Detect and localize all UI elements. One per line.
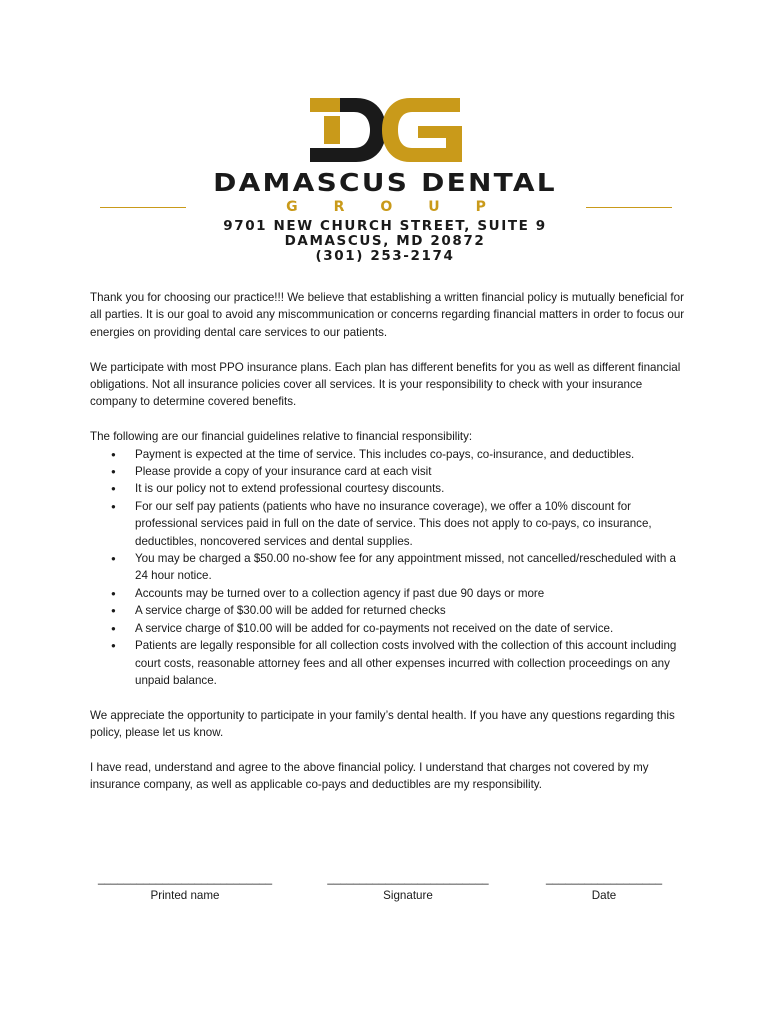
list-item: ● A service charge of $10.00 will be added for co-payments not received on the date of service. — [90, 620, 685, 637]
list-item: ● Accounts may be turned over to a collection agency if past due 90 days or more — [90, 585, 685, 602]
brand-subtitle — [100, 199, 672, 215]
policy-body — [90, 289, 685, 811]
list-item: ● A service charge of $30.00 will be added for returned checks — [90, 602, 685, 619]
address-line2: DAMASCUS, MD 20872 — [284, 233, 486, 249]
signature-field[interactable] — [320, 870, 496, 904]
signature-line[interactable]: _________________________ — [327, 872, 489, 885]
printed-name-line[interactable]: ___________________________ — [97, 872, 273, 885]
list-item: ● For our self pay patients (patients who have no insurance coverage), we offer a 10% discount for professional services paid in full on the date of service. This does not apply to co-pays, co insurance, deductibles, noncovered services and dental supplies. — [90, 498, 685, 550]
list-item: ● You may be charged a $50.00 no-show fee for any appointment missed, not cancelled/rescheduled with a 24 hour notice. — [90, 550, 685, 585]
date-line[interactable]: __________________ — [545, 872, 663, 885]
list-item: ● Payment is expected at the time of service. This includes co-pays, co-insurance, and deductibles. — [90, 446, 685, 463]
intro-paragraph: Thank you for choosing our practice!!! We believe that establishing a written financial policy is mutually beneficial for all parties. It is our goal to avoid any miscommunication or concerns regarding financial matters in order to focus our energies on providing dental care services to our patients. — [90, 291, 685, 339]
divider — [586, 207, 672, 208]
printed-name-field[interactable] — [90, 870, 280, 904]
list-item: ● It is our policy not to extend professional courtesy discounts. — [90, 480, 685, 497]
guidelines-list — [90, 446, 685, 690]
brand-name: DAMASCUS DENTAL — [213, 168, 557, 197]
list-item: ● Patients are legally responsible for all collection costs involved with the collection of this account including court costs, reasonable attorney fees and all other expenses incurred with collection proceedings on any unpaid balance. — [90, 637, 685, 689]
phone-number: (301) 253-2174 — [315, 248, 455, 264]
list-item: ● Please provide a copy of your insurance card at each visit — [90, 463, 685, 480]
appreciation-paragraph: We appreciate the opportunity to participate in your family’s dental health. If you have any questions regarding this policy, please let us know. — [90, 708, 675, 740]
address-line1: 9701 NEW CHURCH STREET, SUITE 9 — [223, 218, 547, 234]
printed-name-label: Printed name — [150, 889, 220, 902]
guidelines-heading: The following are our financial guidelines relative to financial responsibility: — [90, 430, 473, 444]
insurance-paragraph: We participate with most PPO insurance plans. Each plan has different benefits for you as well as different financial obligations. Not all insurance policies cover all services. It is your responsibility to check with your insurance company to determine covered benefits. — [90, 360, 681, 409]
dg-monogram-icon — [310, 98, 466, 162]
date-field[interactable] — [540, 870, 668, 904]
brand-sub-label: GROUP — [286, 199, 522, 215]
signature-label: Signature — [383, 889, 433, 902]
agreement-paragraph: I have read, understand and agree to the above financial policy. I understand that charges not covered by my insurance company, as well as applicable co-pays and deductibles are my responsibility. — [90, 760, 649, 792]
date-label: Date — [591, 889, 617, 902]
